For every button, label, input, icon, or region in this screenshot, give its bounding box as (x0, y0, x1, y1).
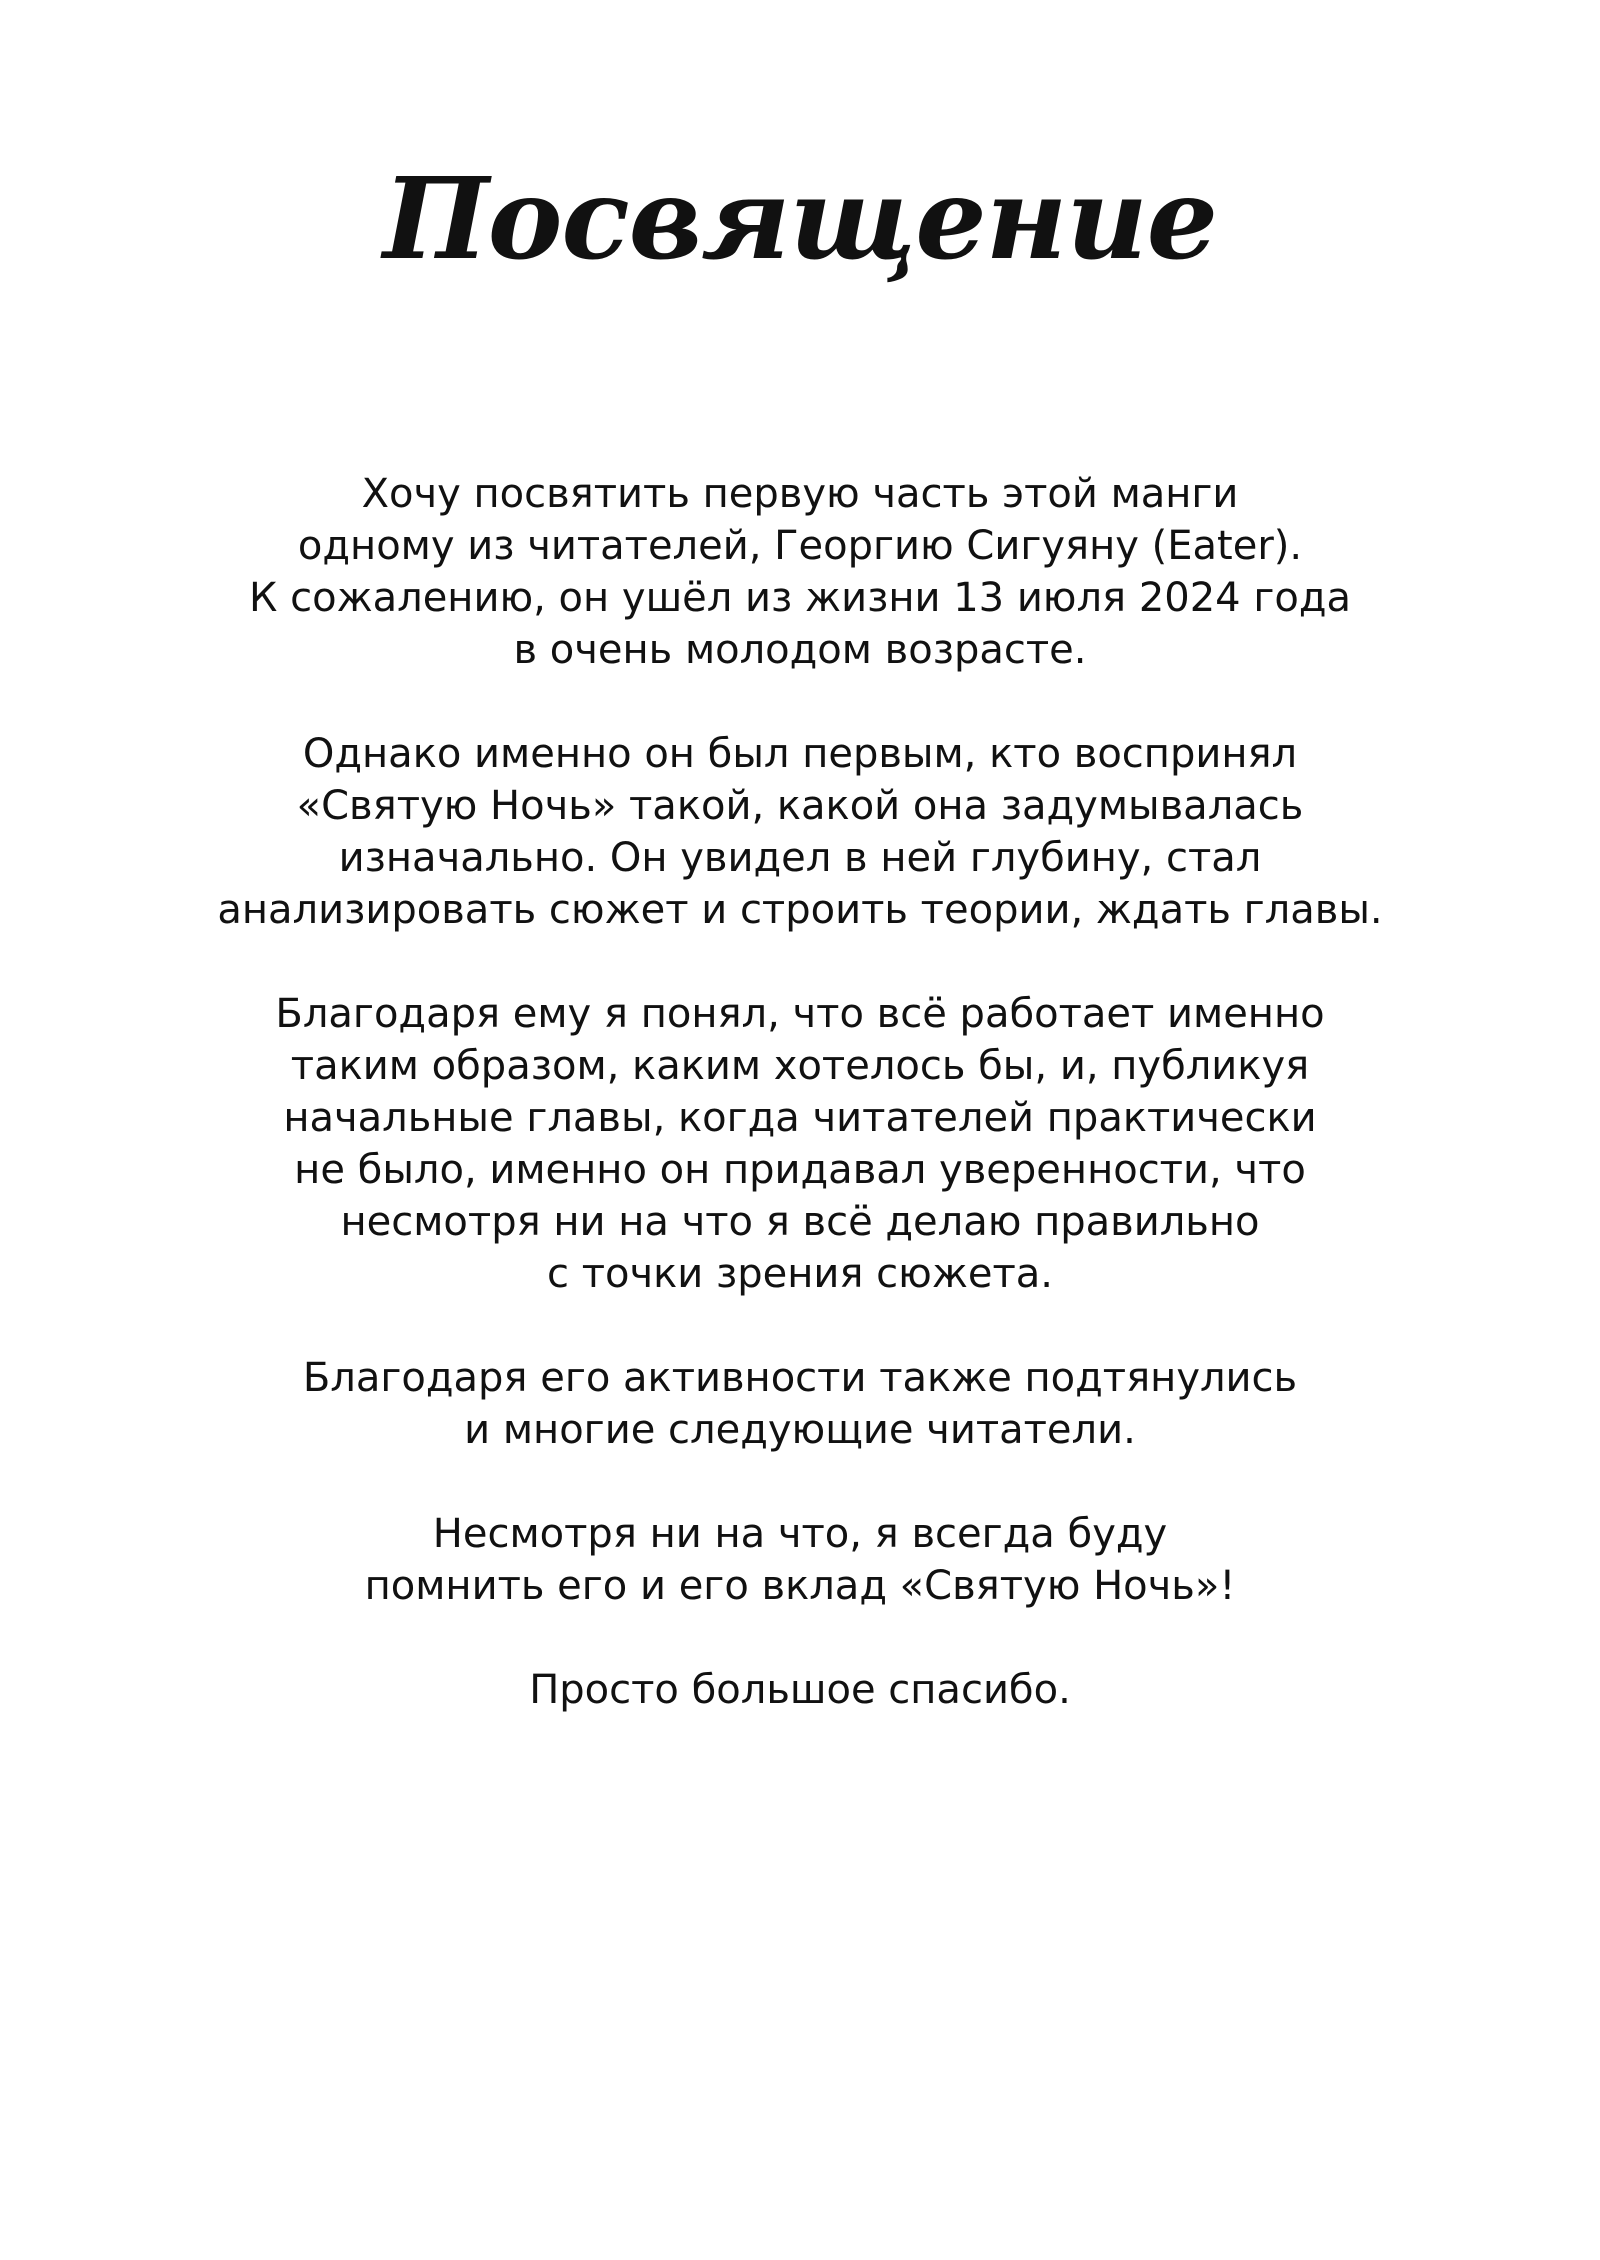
text-line: К сожалению, он ушёл из жизни 13 июля 2024 года (249, 575, 1351, 621)
text-line: анализировать сюжет и строить теории, ждать главы. (217, 887, 1383, 933)
text-line: Благодаря ему я понял, что всё работает именно (275, 991, 1325, 1037)
text-line: в очень молодом возрасте. (513, 627, 1087, 673)
text-line: и многие следующие читатели. (464, 1407, 1136, 1453)
text-line: не было, именно он придавал уверенности, что (294, 1147, 1306, 1193)
text-line: с точки зрения сюжета. (546, 1251, 1053, 1297)
text-line: Несмотря ни на что, я всегда буду (432, 1511, 1168, 1557)
paragraph-6 (100, 1664, 1500, 1716)
text-line: таким образом, каким хотелось бы, и, публикуя (290, 1043, 1310, 1089)
text-line: Просто большое спасибо. (529, 1667, 1071, 1713)
text-line: Благодаря его активности также подтянулись (302, 1355, 1298, 1401)
text-line: изначально. Он увидел в ней глубину, стал (338, 835, 1262, 881)
page-title: Посвящение (382, 154, 1218, 285)
text-line: одному из читателей, Георгию Сигуяну (Eater). (297, 523, 1303, 569)
text-line: «Святую Ночь» такой, какой она задумывалась (296, 783, 1304, 829)
text-line: Однако именно он был первым, кто воспринял (302, 731, 1298, 777)
text-line: несмотря ни на что я всё делаю правильно (340, 1199, 1260, 1245)
paragraph-3 (100, 988, 1500, 1300)
paragraph-1 (100, 468, 1500, 676)
text-line: помнить его и его вклад «Святую Ночь»! (364, 1563, 1236, 1609)
paragraph-5 (100, 1508, 1500, 1612)
paragraph-4 (100, 1352, 1500, 1456)
dedication-text (100, 468, 1500, 1768)
text-line: Хочу посвятить первую часть этой манги (361, 471, 1239, 517)
paragraph-2 (100, 728, 1500, 936)
text-line: начальные главы, когда читателей практически (283, 1095, 1317, 1141)
